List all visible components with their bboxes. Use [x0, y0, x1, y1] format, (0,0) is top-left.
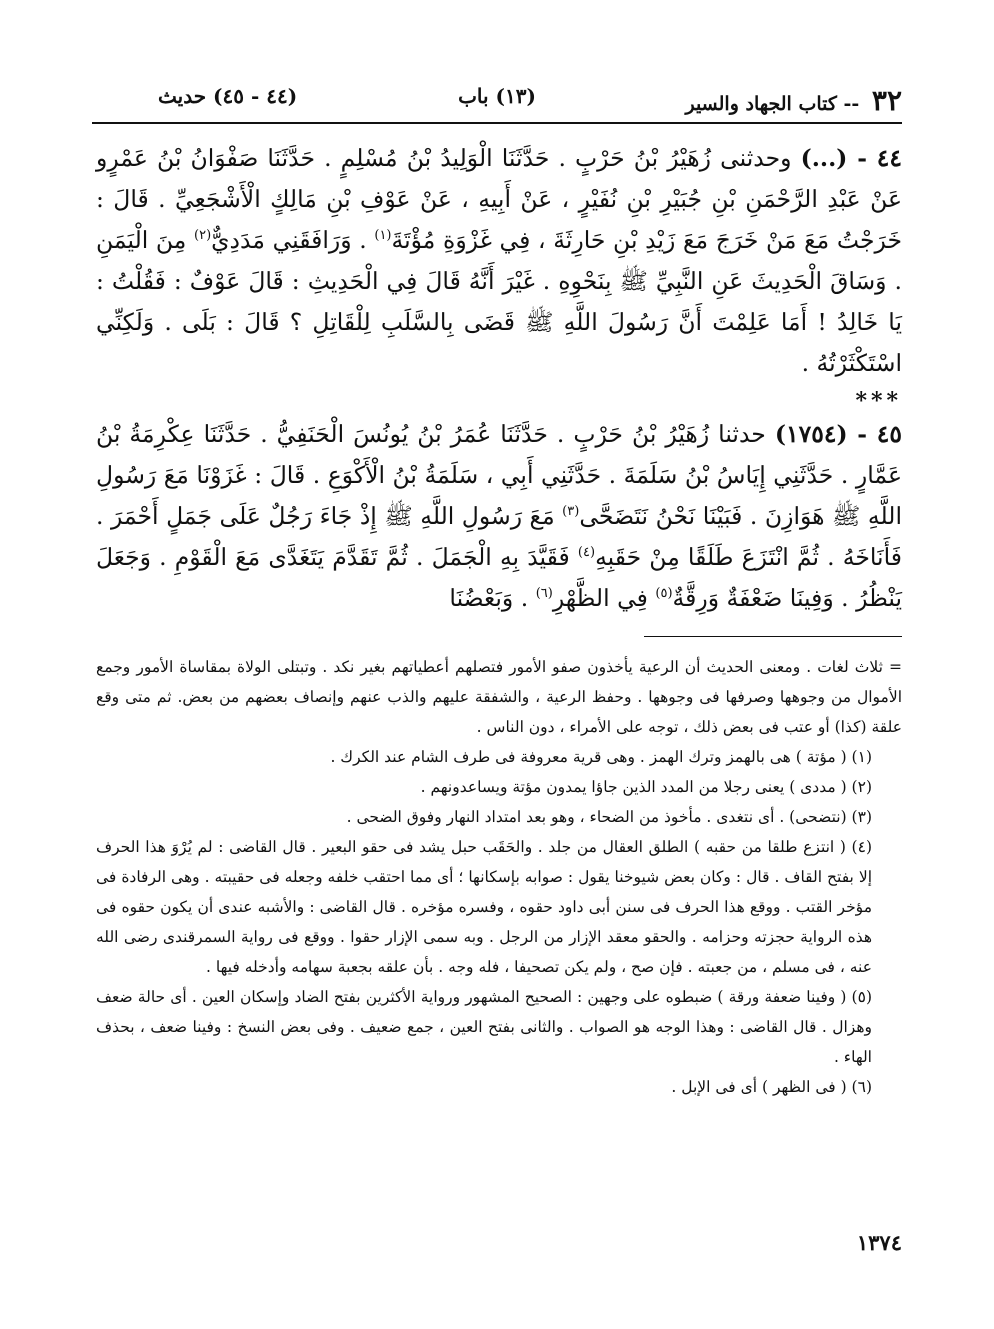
footnote-2: (٢) ( مددى ) يعنى رجلا من المدد الذين جاؤا يمدون مؤتة ويساعدونهم . — [420, 778, 872, 796]
footnote-ref-1: (١) — [374, 228, 392, 244]
footnote-6: (٦) ( فى الظهر ) أى فى الإبل . — [671, 1078, 872, 1096]
footnote-4: (٤) ( انتزع طلقا من حقبه ) الطلق العقال من جلد . والحَقَب حبل يشد فى حقو البعير . قال القاضى : لم يُرْوَ هذا الحرف إلا بفتح القاف . قال : وكان بعض شيوخنا يقول : صوابه بإسكانها ؛ أى مما احتقب خلفه وجعله فى حقيبته . وهى الرفادة فى مؤخر القتب . ووقع هذا الحرف فى سنن أبى داود حقوه ، وفسره مؤخره . قال القاضى : والأشبه عندى أن يكون حقوه فى هذه الرواية حجزته وحزامه . والحقو معقد الإزار من الرجل . وبه سمى الإزار حقوا . ووقع فى رواية السمرقندى رضى الله عنه ، فى مسلم ، من جعبته . فإن صح ، ولم يكن تصحيفا ، فله وجه . بأن علقه بجعبة سهامه وأدخله فيها . — [96, 838, 872, 976]
hadith-45-text-a: حدثنا زُهَيْرُ بْنُ حَرْبٍ . حَدَّثَنَا عُمَرُ بْنُ يُونُسَ الْحَنَفِيُّ . حَدَّثَنَا عِكْرِمَةُ بْنُ عَمَّارٍ . حَدَّثَنِي إِيَاسُ بْنُ سَلَمَةَ . حَدَّثَنِي أَبِي ، سَلَمَةُ بْنُ الْأَكْوَعِ . قَالَ : غَزَوْنَا مَعَ رَسُولِ اللَّهِ ﷺ هَوَازِنَ . فَبَيْنَا نَحْنُ نَتَضَحَّى — [96, 420, 902, 530]
hadith-45-number: ٤٥ - (١٧٥٤) — [774, 420, 902, 448]
header-book-title: -- كتاب الجهاد والسير — [685, 93, 860, 115]
hadith-44-number: ٤٤ - (...) — [800, 144, 902, 172]
hadith-45-text-c: فَقَيَّدَ بِهِ الْجَمَلَ . ثُمَّ تَقَدَّمَ يَتَغَدَّى مَعَ الْقَوْمِ . وَجَعَلَ يَنْظُرُ . وَفِينَا ضَعْفَةٌ وَرِقَّةٌ — [96, 543, 902, 612]
hadith-44 — [96, 138, 902, 384]
footnote-ref-2: (٢) — [194, 228, 212, 244]
footnotes — [96, 652, 902, 1102]
hadith-45-text-b: مَعَ رَسُولِ اللَّهِ ﷺ إِذْ جَاءَ رَجُلٌ عَلَى جَمَلٍ أَحْمَرَ . فَأَنَاخَهُ . ثُمَّ انْتَزَعَ طَلَقًا مِنْ حَقَبِهِ — [96, 502, 902, 571]
header-page-number: ٣٢ — [871, 84, 902, 117]
hadith-44-text-c: مِنَ الْيَمَنِ . وَسَاقَ الْحَدِيثَ عَنِ النَّبِيِّ ﷺ بِنَحْوِهِ . غَيْرَ أَنَّهُ قَالَ فِي الْحَدِيثِ : قَالَ عَوْفٌ : فَقُلْتُ : يَا خَالِدُ ! أَمَا عَلِمْتَ أَنَّ رَسُولَ اللَّهِ ﷺ قَضَى بِالسَّلَبِ لِلْقَاتِلِ ؟ قَالَ : بَلَى . وَلَكِنِّي اسْتَكْثَرْتُهُ . — [96, 226, 902, 377]
hadith-45-text-d: فِي الظَّهْرِ — [552, 584, 648, 612]
hadith-44-text-b: . وَرَافَقَنِي مَدَدِيٌّ — [211, 226, 367, 254]
folio-number: ١٣٧٤ — [856, 1230, 902, 1255]
hadith-44-text-a: وحدثنى زُهَيْرُ بْنُ حَرْبٍ . حَدَّثَنَا الْوَلِيدُ بْنُ مُسْلِمٍ . حَدَّثَنَا صَفْوَانُ بْنُ عَمْرٍو عَنْ عَبْدِ الرَّحْمَنِ بْنِ جُبَيْرِ بْنِ نُفَيْرٍ ، عَنْ أَبِيهِ ، عَنْ عَوْفِ بْنِ مَالِكٍ الْأَشْجَعِيِّ . قَالَ : خَرَجْتُ مَعَ مَنْ خَرَجَ مَعَ زَيْدِ بْنِ حَارِثَةَ ، فِي غَزْوَةِ مُؤْتَةَ — [96, 144, 902, 254]
section-separator: *** — [855, 388, 902, 414]
running-header-hadith-range: (٤٤ - ٤٥) حديث — [158, 84, 298, 108]
footnote-5: (٥) ( وفينا ضعفة ورقة ) ضبطوه على وجهين : الصحيح المشهور ورواية الأكثرين بفتح الضاد وإسكان العين . أى حالة ضعف وهزال . قال القاضى : وهذا الوجه هو الصواب . والثانى بفتح العين ، جمع ضعيف . وفى بعض النسخ : وفينا ضعف ، بحذف الهاء . — [96, 988, 872, 1066]
footnote-continuation: = ثلاث لغات . ومعنى الحديث أن الرعية يأخذون صفو الأمور فتصلهم أعطياتهم بغير نكد . وتبتلى الولاة بمقاساة الأمور وجمع الأموال من وجوهها وصرفها فى وجوهها . وحفظ الرعية ، والشفقة عليهم والذب عنهم وإنصاف بعضهم من بعض. ثم متى وقع علقة (كذا) أو عتب فى بعض ذلك ، توجه على الأمراء ، دون الناس . — [96, 658, 902, 736]
footnote-ref-4: (٤) — [577, 545, 596, 561]
footnote-1: (١) ( مؤتة ) هى بالهمز وترك الهمز . وهى قرية معروفة فى طرف الشام عند الكرك . — [330, 748, 872, 766]
footnote-3: (٣) (نتضحى) . أى نتغدى . مأخوذ من الضحاء ، وهو بعد امتداد النهار وفوق الضحى . — [346, 808, 872, 826]
footnote-rule — [644, 636, 902, 637]
footnote-ref-5: (٥) — [655, 586, 673, 602]
hadith-45-text-e: . وَبَعْضُنَا — [449, 584, 529, 612]
main-text — [96, 138, 902, 619]
running-header-chapter: (١٣) باب — [458, 84, 536, 108]
header-rule — [92, 122, 902, 124]
footnote-ref-6: (٦) — [535, 586, 553, 602]
hadith-45 — [96, 414, 902, 619]
footnote-ref-3: (٣) — [562, 504, 580, 520]
